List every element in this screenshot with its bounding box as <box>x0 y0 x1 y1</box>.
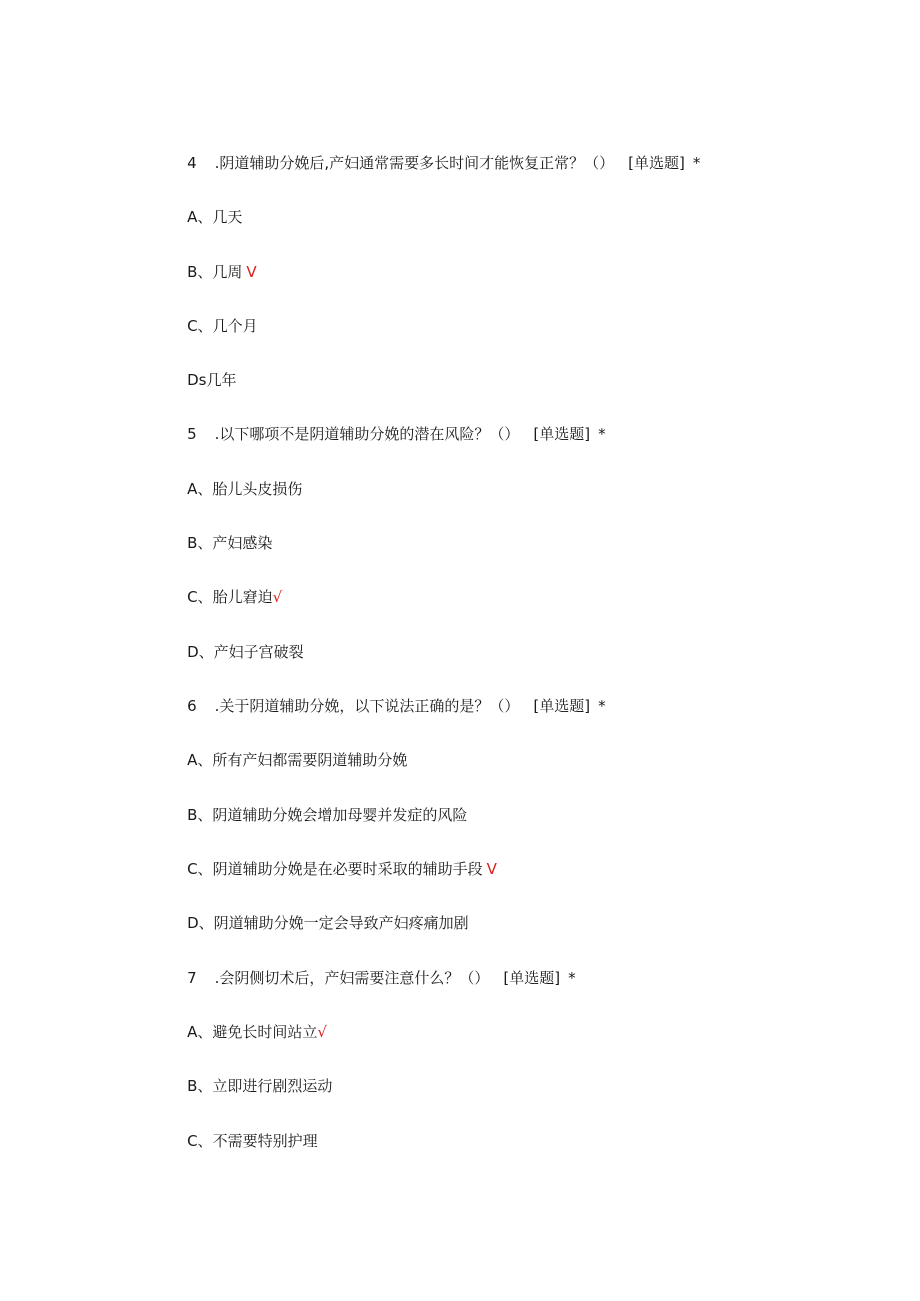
option-5d <box>168 619 304 661</box>
option-text: 立即进行剧烈运动 <box>212 1077 333 1095</box>
option-label: C、 <box>187 588 213 606</box>
question-number: 6 <box>187 697 197 715</box>
required-marker: * <box>598 425 606 443</box>
required-marker: * <box>598 697 606 715</box>
option-text: 产妇子宫破裂 <box>213 643 304 661</box>
option-text: 阴道辅助分娩是在必要时采取的辅助手段 <box>212 860 483 878</box>
option-label: D、 <box>187 643 214 661</box>
option-text: 胎儿窘迫 <box>212 588 273 606</box>
option-label: C、 <box>187 860 213 878</box>
option-text: 几周 <box>212 263 243 281</box>
option-label: A、 <box>187 208 213 226</box>
option-text: 不需要特别护理 <box>212 1132 318 1150</box>
option-label: B、 <box>187 806 213 824</box>
option-6d <box>168 890 469 932</box>
option-4a <box>168 184 243 226</box>
question-7 <box>168 945 576 987</box>
question-type: [单选题] <box>628 154 685 172</box>
answer-mark: V <box>246 263 257 281</box>
option-label: D、 <box>187 914 214 932</box>
question-type: [单选题] <box>503 969 561 987</box>
question-type: [单选题] <box>533 425 591 443</box>
question-text: .会阴侧切术后，产妇需要注意什么？（） <box>214 969 490 987</box>
option-5a <box>168 456 303 498</box>
option-4b <box>168 239 257 281</box>
option-7a <box>168 999 327 1041</box>
option-7b <box>168 1053 333 1095</box>
option-label: B、 <box>187 263 213 281</box>
option-7c <box>168 1108 318 1150</box>
option-text: 阴道辅助分娩一定会导致产妇疼痛加剧 <box>213 914 469 932</box>
option-4c <box>168 293 258 335</box>
option-label: A、 <box>187 1023 213 1041</box>
option-6b <box>168 782 468 824</box>
option-text: 产妇感染 <box>212 534 273 552</box>
answer-mark: V <box>486 860 497 878</box>
option-5c <box>168 564 283 606</box>
option-6a <box>168 727 408 769</box>
answer-mark: √ <box>317 1023 327 1041</box>
question-text: .关于阴道辅助分娩，以下说法正确的是？（） <box>214 697 520 715</box>
question-4 <box>168 130 701 172</box>
option-text: 阴道辅助分娩会增加母婴并发症的风险 <box>212 806 468 824</box>
option-6c <box>168 836 497 878</box>
question-number: 5 <box>187 425 197 443</box>
question-6 <box>168 673 606 715</box>
option-label: C、 <box>187 317 213 335</box>
question-number: 7 <box>187 969 197 987</box>
option-4d <box>168 347 237 389</box>
option-label: B、 <box>187 534 213 552</box>
question-text: .以下哪项不是阴道辅助分娩的潜在风险？（） <box>214 425 520 443</box>
question-number: 4 <box>187 154 197 172</box>
option-text: 几年 <box>206 371 237 389</box>
answer-mark: √ <box>272 588 283 606</box>
required-marker: * <box>568 969 576 987</box>
option-label: A、 <box>187 480 213 498</box>
option-text: 所有产妇都需要阴道辅助分娩 <box>212 751 408 769</box>
option-5b <box>168 510 273 552</box>
option-label: B、 <box>187 1077 213 1095</box>
option-label: A、 <box>187 751 213 769</box>
option-text: 胎儿头皮损伤 <box>212 480 303 498</box>
option-text: 几个月 <box>212 317 258 335</box>
question-5 <box>168 401 606 443</box>
question-text: .阴道辅助分娩后,产妇通常需要多长时间才能恢复正常？（） <box>214 154 615 172</box>
question-type: [单选题] <box>533 697 591 715</box>
option-label: Ds <box>187 371 207 389</box>
option-label: C、 <box>187 1132 213 1150</box>
option-text: 避免长时间站立 <box>212 1023 318 1041</box>
option-text: 几天 <box>212 208 243 226</box>
required-marker: * <box>692 154 701 172</box>
